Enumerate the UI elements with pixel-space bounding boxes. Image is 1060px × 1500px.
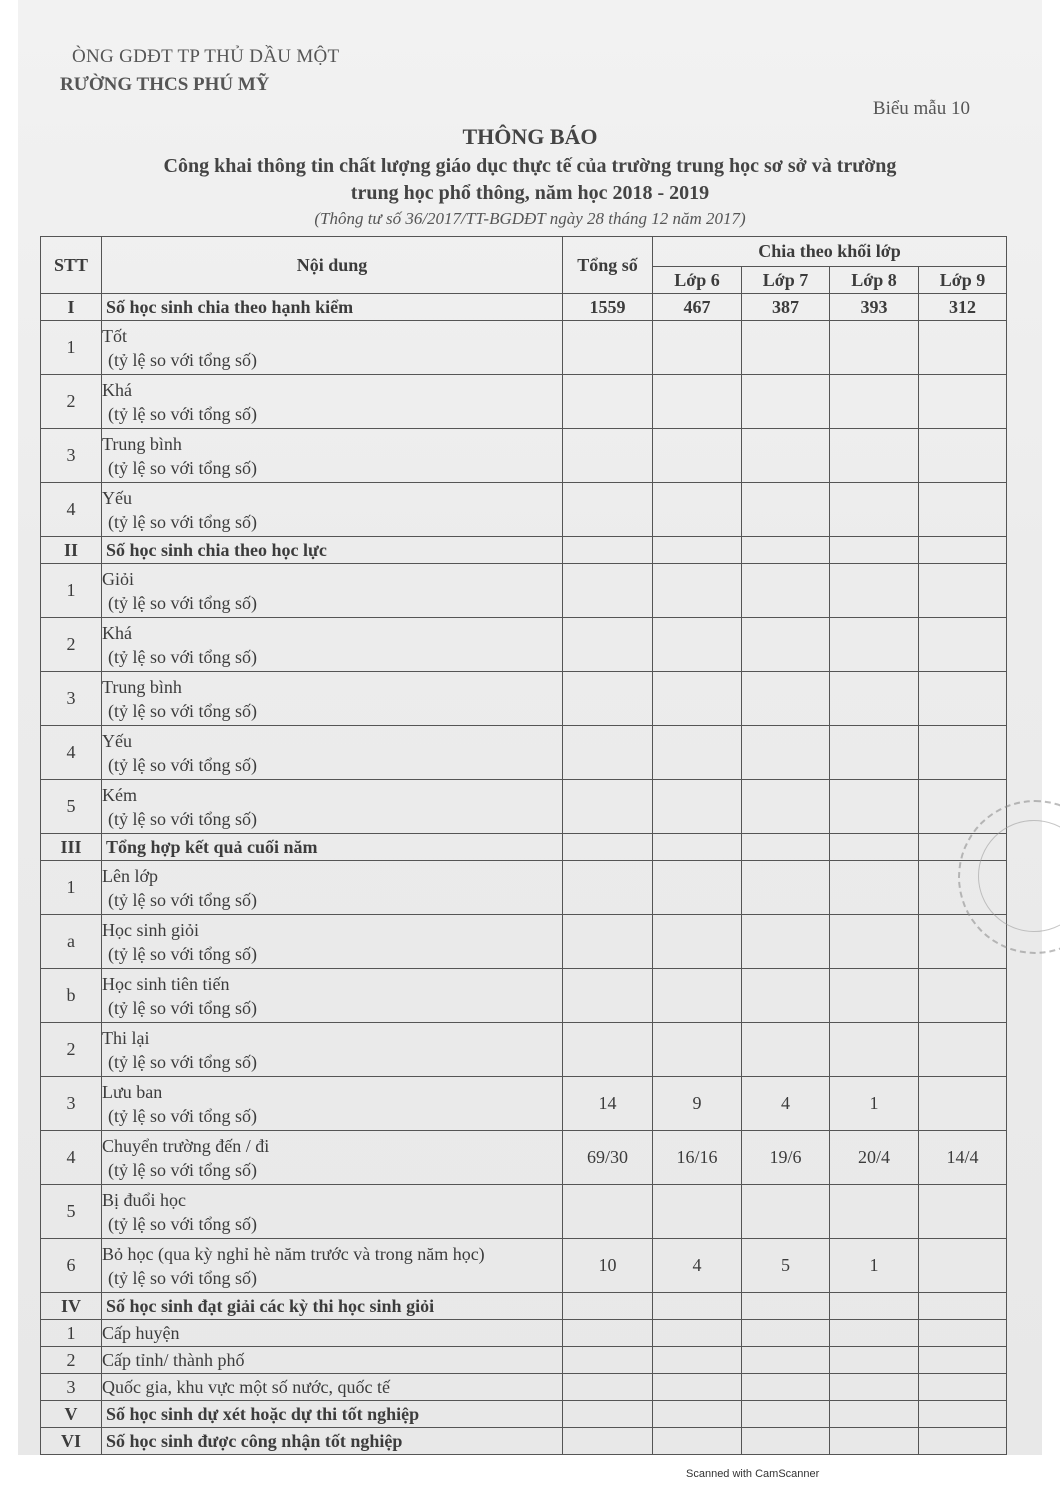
row-g8 [830,780,919,834]
table-row [41,915,1007,969]
row-stt: I [41,294,102,321]
row-ratio-note: (tỷ lệ so với tổng số) [108,1051,258,1072]
row-ratio-note: (tỷ lệ so với tổng số) [108,1267,258,1288]
row-g6 [653,672,742,726]
table-row [41,780,1007,834]
row-g7 [742,483,830,537]
table-row [41,1320,1007,1347]
row-label: Trung bình [102,676,182,697]
table-row [41,375,1007,429]
row-g9 [919,1401,1007,1428]
row-g7 [742,1428,830,1455]
row-g6: 467 [653,294,742,321]
row-g7 [742,915,830,969]
row-label: Chuyển trường đến / đi [102,1135,270,1156]
row-content [102,1293,563,1320]
row-label: Khá [102,622,132,643]
row-total [563,618,653,672]
row-g7 [742,321,830,375]
row-total [563,672,653,726]
row-g8 [830,564,919,618]
row-label: Tổng hợp kết quả cuối năm [106,837,318,857]
row-g9 [919,1374,1007,1401]
row-ratio-note: (tỷ lệ so với tổng số) [108,1213,258,1234]
row-g7 [742,834,830,861]
school-name: RƯỜNG THCS PHÚ MỸ [60,74,270,95]
row-stt: 3 [41,672,102,726]
row-g7 [742,1185,830,1239]
row-g8 [830,1401,919,1428]
form-label: Biểu mẫu 10 [872,98,970,119]
row-g6 [653,834,742,861]
row-g6 [653,537,742,564]
row-g7: 387 [742,294,830,321]
row-total [563,483,653,537]
row-g6 [653,375,742,429]
row-g7 [742,564,830,618]
row-g8 [830,537,919,564]
row-label: Lên lớp [102,865,159,886]
row-content [102,1374,563,1401]
row-label: Số học sinh chia theo hạnh kiểm [106,297,354,317]
row-label: Khá [102,379,132,400]
row-total [563,1023,653,1077]
row-ratio-note: (tỷ lệ so với tổng số) [108,349,258,370]
row-g7 [742,726,830,780]
table-row [41,969,1007,1023]
row-stt: 2 [41,618,102,672]
row-stt: 2 [41,1023,102,1077]
row-label: Cấp huyện [102,1323,180,1343]
row-content [102,564,563,618]
header-grade-7: Lớp 7 [742,267,830,294]
subtitle-line-1: Công khai thông tin chất lượng giáo dục thực tế của trường trung học sơ sở và trường [163,155,897,177]
table-row [41,1428,1007,1455]
row-g6: 4 [653,1239,742,1293]
table-row [41,483,1007,537]
header-total: Tổng số [563,237,653,294]
row-g8 [830,375,919,429]
row-content [102,861,563,915]
row-content [102,726,563,780]
row-label: Số học sinh đạt giải các kỳ thi học sinh giỏi [106,1296,435,1316]
row-g8 [830,429,919,483]
row-g6 [653,483,742,537]
row-total [563,537,653,564]
row-ratio-note: (tỷ lệ so với tổng số) [108,754,258,775]
row-g8: 1 [830,1239,919,1293]
row-stt: 4 [41,483,102,537]
table-row [41,294,1007,321]
table-row [41,1131,1007,1185]
row-stt: b [41,969,102,1023]
row-stt: 2 [41,1347,102,1374]
row-content [102,1239,563,1293]
row-g7 [742,1320,830,1347]
row-label: Kém [102,784,137,805]
row-g6 [653,1428,742,1455]
row-label: Cấp tỉnh/ thành phố [102,1350,245,1370]
row-ratio-note: (tỷ lệ so với tổng số) [108,700,258,721]
row-g7 [742,1293,830,1320]
header-grade-group: Chia theo khối lớp [653,237,1007,267]
row-content [102,429,563,483]
header-grade-9: Lớp 9 [919,267,1007,294]
table-row [41,861,1007,915]
row-g8 [830,726,919,780]
row-stt: 2 [41,375,102,429]
row-label: Học sinh tiên tiến [102,973,230,994]
row-g9 [919,375,1007,429]
row-g9 [919,537,1007,564]
row-total [563,861,653,915]
row-label: Số học sinh được công nhận tốt nghiệp [106,1431,403,1451]
row-total: 69/30 [563,1131,653,1185]
row-g8 [830,672,919,726]
row-g8 [830,1347,919,1374]
row-stt: V [41,1401,102,1428]
row-label: Lưu ban [102,1081,163,1102]
row-g9 [919,321,1007,375]
row-ratio-note: (tỷ lệ so với tổng số) [108,511,258,532]
row-total [563,321,653,375]
row-g6 [653,1374,742,1401]
row-g7 [742,969,830,1023]
row-ratio-note: (tỷ lệ so với tổng số) [108,1159,258,1180]
row-ratio-note: (tỷ lệ so với tổng số) [108,403,258,424]
row-content [102,537,563,564]
row-content [102,1185,563,1239]
table-row [41,537,1007,564]
row-total [563,1320,653,1347]
row-ratio-note: (tỷ lệ so với tổng số) [108,646,258,667]
row-content [102,1320,563,1347]
row-stt: 1 [41,1320,102,1347]
table-row [41,1239,1007,1293]
row-stt: 1 [41,564,102,618]
row-content [102,618,563,672]
page-title: THÔNG BÁO [462,124,598,149]
header-grade-8: Lớp 8 [830,267,919,294]
row-label: Số học sinh dự xét hoặc dự thi tốt nghiệp [106,1404,420,1424]
table-row [41,1023,1007,1077]
row-ratio-note: (tỷ lệ so với tổng số) [108,808,258,829]
row-stt: III [41,834,102,861]
row-g8 [830,483,919,537]
row-g8: 1 [830,1077,919,1131]
row-g6 [653,618,742,672]
row-stt: 3 [41,1077,102,1131]
row-g9 [919,1023,1007,1077]
row-content [102,321,563,375]
row-g6 [653,780,742,834]
row-g6 [653,1293,742,1320]
row-g7 [742,1401,830,1428]
table-row [41,672,1007,726]
row-g7 [742,1347,830,1374]
row-stt: 4 [41,1131,102,1185]
row-g7: 19/6 [742,1131,830,1185]
row-label: Yếu [102,730,132,751]
row-g7: 5 [742,1239,830,1293]
row-g8 [830,969,919,1023]
row-g9 [919,1320,1007,1347]
row-stt: 3 [41,429,102,483]
row-content [102,1347,563,1374]
table-row [41,618,1007,672]
row-content [102,294,563,321]
row-stt: 1 [41,321,102,375]
row-g9 [919,564,1007,618]
row-label: Trung bình [102,433,182,454]
header-content: Nội dung [102,237,563,294]
row-total [563,375,653,429]
row-total [563,1347,653,1374]
row-total [563,1428,653,1455]
table-row [41,429,1007,483]
row-label: Học sinh giỏi [102,919,199,940]
table-row [41,1347,1007,1374]
row-g7 [742,375,830,429]
row-g7 [742,672,830,726]
scanner-footer: Scanned with CamScanner [686,1468,820,1480]
row-g9 [919,483,1007,537]
row-g9 [919,618,1007,672]
row-total [563,780,653,834]
header-stt: STT [41,237,102,294]
row-label: Bỏ học (qua kỳ nghỉ hè năm trước và trong năm học) [102,1243,485,1264]
row-total [563,1185,653,1239]
row-g8 [830,1320,919,1347]
row-ratio-note: (tỷ lệ so với tổng số) [108,943,258,964]
row-g8 [830,321,919,375]
table-row [41,1077,1007,1131]
row-label: Tốt [102,325,127,346]
row-g6 [653,915,742,969]
table-row [41,1185,1007,1239]
row-content [102,780,563,834]
row-g8 [830,1293,919,1320]
row-g6 [653,1320,742,1347]
row-content [102,1023,563,1077]
row-g6 [653,1347,742,1374]
row-g9 [919,429,1007,483]
row-total [563,1401,653,1428]
table-row [41,726,1007,780]
row-label: Thi lại [102,1027,150,1048]
row-g9 [919,672,1007,726]
row-label: Yếu [102,487,132,508]
row-total: 14 [563,1077,653,1131]
row-g7 [742,618,830,672]
row-g9: 312 [919,294,1007,321]
row-stt: 3 [41,1374,102,1401]
row-g8 [830,618,919,672]
row-g6: 16/16 [653,1131,742,1185]
row-stt: 6 [41,1239,102,1293]
subtitle-line-2: trung học phổ thông, năm học 2018 - 2019 [350,182,710,204]
row-g7 [742,537,830,564]
row-ratio-note: (tỷ lệ so với tổng số) [108,1105,258,1126]
subtitle [60,153,1000,207]
row-stt: a [41,915,102,969]
row-content [102,1077,563,1131]
row-stt: VI [41,1428,102,1455]
circular-reference: (Thông tư số 36/2017/TT-BGDĐT ngày 28 tháng 12 năm 2017) [314,209,746,228]
row-label: Giỏi [102,568,135,589]
row-g7 [742,861,830,915]
statistics-table [40,236,1007,1455]
row-content [102,375,563,429]
row-g7 [742,1374,830,1401]
row-g6 [653,1401,742,1428]
row-total [563,969,653,1023]
row-g8: 393 [830,294,919,321]
row-content [102,1131,563,1185]
row-g9 [919,1293,1007,1320]
row-g8: 20/4 [830,1131,919,1185]
row-content [102,969,563,1023]
row-g9 [919,1428,1007,1455]
row-label: Số học sinh chia theo học lực [106,540,327,560]
row-g9 [919,1239,1007,1293]
row-g8 [830,1374,919,1401]
row-ratio-note: (tỷ lệ so với tổng số) [108,457,258,478]
row-total: 10 [563,1239,653,1293]
row-g8 [830,834,919,861]
row-total [563,834,653,861]
row-stt: IV [41,1293,102,1320]
row-g8 [830,1023,919,1077]
row-ratio-note: (tỷ lệ so với tổng số) [108,997,258,1018]
row-g9 [919,969,1007,1023]
row-g7: 4 [742,1077,830,1131]
table-row [41,834,1007,861]
row-g7 [742,780,830,834]
row-ratio-note: (tỷ lệ so với tổng số) [108,592,258,613]
row-g6 [653,861,742,915]
header-grade-6: Lớp 6 [653,267,742,294]
table-row [41,564,1007,618]
row-g7 [742,1023,830,1077]
row-g6 [653,321,742,375]
row-g6 [653,429,742,483]
row-total: 1559 [563,294,653,321]
row-g8 [830,1185,919,1239]
row-stt: 4 [41,726,102,780]
row-g8 [830,915,919,969]
row-g6: 9 [653,1077,742,1131]
department-name: ÒNG GDĐT TP THỦ DẦU MỘT [72,46,340,67]
row-content [102,483,563,537]
row-g6 [653,564,742,618]
row-g6 [653,1023,742,1077]
row-content [102,834,563,861]
row-content [102,1428,563,1455]
row-stt: 5 [41,780,102,834]
row-content [102,1401,563,1428]
table-row [41,1401,1007,1428]
row-content [102,915,563,969]
row-g9: 14/4 [919,1131,1007,1185]
row-g9 [919,1185,1007,1239]
row-g9 [919,726,1007,780]
table-row [41,1293,1007,1320]
row-total [563,915,653,969]
row-total [563,1374,653,1401]
row-g9 [919,1077,1007,1131]
row-total [563,429,653,483]
row-g7 [742,429,830,483]
row-g9 [919,1347,1007,1374]
table-row [41,1374,1007,1401]
row-label: Bị đuổi học [102,1189,186,1210]
row-g6 [653,969,742,1023]
row-total [563,726,653,780]
row-g8 [830,861,919,915]
row-stt: 1 [41,861,102,915]
row-ratio-note: (tỷ lệ so với tổng số) [108,889,258,910]
table-row [41,321,1007,375]
row-g6 [653,726,742,780]
row-total [563,564,653,618]
row-g8 [830,1428,919,1455]
row-g6 [653,1185,742,1239]
row-stt: II [41,537,102,564]
row-stt: 5 [41,1185,102,1239]
row-label: Quốc gia, khu vực một số nước, quốc tế [102,1377,390,1397]
table-body [41,294,1007,1455]
row-content [102,672,563,726]
row-total [563,1293,653,1320]
